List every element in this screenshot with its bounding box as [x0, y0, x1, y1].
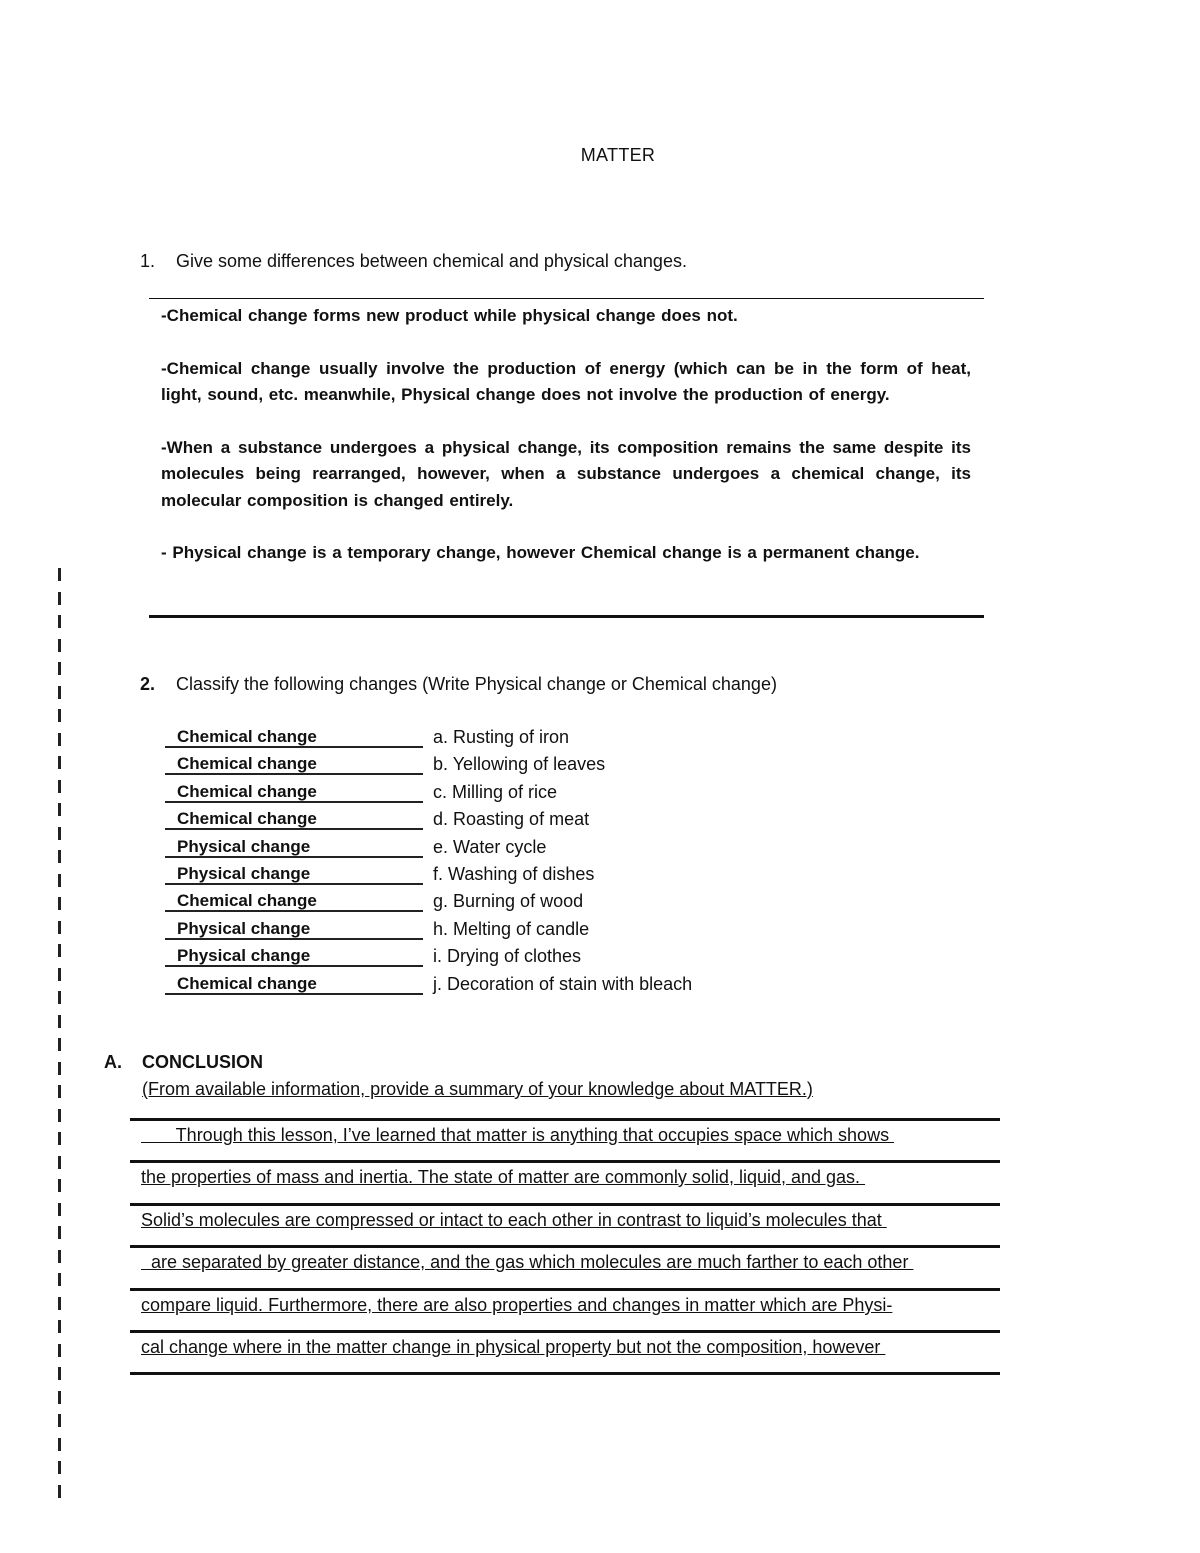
- cut-mark: [58, 686, 61, 699]
- cut-mark: [58, 874, 61, 887]
- conclusion-title: CONCLUSION: [142, 1052, 263, 1072]
- answer-top-rule: [149, 298, 984, 299]
- page-title: MATTER: [580, 145, 656, 165]
- cut-mark: [58, 1461, 61, 1474]
- cut-mark: [58, 639, 61, 652]
- conclusion-line: Through this lesson, I’ve learned that matter is anything that occupies space which shows: [141, 1125, 895, 1145]
- cut-mark: [58, 1109, 61, 1122]
- cut-mark: [58, 1179, 61, 1192]
- cut-mark: [58, 592, 61, 605]
- writing-rule: [130, 1203, 1000, 1206]
- classification-answer: Chemical change: [165, 972, 423, 995]
- classification-item: a. Rusting of iron: [433, 727, 570, 747]
- conclusion-line: compare liquid. Furthermore, there are also properties and changes in matter which are Physi-: [141, 1295, 893, 1315]
- cut-mark: [58, 1438, 61, 1451]
- question-2: [140, 674, 777, 695]
- writing-rule: [130, 1245, 1000, 1248]
- cut-mark: [58, 1062, 61, 1075]
- cut-mark: [58, 1367, 61, 1380]
- cut-mark: [58, 827, 61, 840]
- conclusion-line: the properties of mass and inertia. The state of matter are commonly solid, liquid, and gas.: [141, 1167, 866, 1187]
- cut-mark: [58, 850, 61, 863]
- cut-mark: [58, 568, 61, 581]
- conclusion-instruction: (From available information, provide a summary of your knowledge about MATTER.): [142, 1079, 813, 1099]
- cut-mark: [58, 1414, 61, 1427]
- answer-paragraph: -Chemical change usually involve the production of energy (which can be in the form of heat, light, sound, etc. meanwhile, Physical change does not involve the production of energy.: [161, 358, 971, 404]
- classification-item: d. Roasting of meat: [433, 809, 590, 830]
- cut-mark: [58, 1156, 61, 1169]
- classification-answer: Chemical change: [165, 725, 423, 748]
- classification-answer: Physical change: [165, 944, 423, 967]
- classification-answer: Physical change: [165, 917, 423, 940]
- cut-mark: [58, 1297, 61, 1310]
- cut-mark: [58, 1132, 61, 1145]
- conclusion-heading: [104, 1052, 263, 1073]
- cut-mark: [58, 756, 61, 769]
- question-1-answer: [161, 303, 971, 593]
- classification-item: b. Yellowing of leaves: [433, 754, 606, 775]
- cut-mark: [58, 1485, 61, 1498]
- classification-answer: Chemical change: [165, 807, 423, 830]
- conclusion-letter: A.: [104, 1052, 122, 1072]
- question-1-prompt: Give some differences between chemical and physical changes.: [176, 251, 687, 271]
- classification-item: i. Drying of clothes: [433, 946, 582, 967]
- answer-paragraph: -Chemical change forms new product while physical change does not.: [161, 306, 738, 325]
- writing-rule: [130, 1330, 1000, 1333]
- question-2-prompt: Classify the following changes (Write Physical change or Chemical change): [176, 674, 777, 694]
- cut-mark: [58, 1038, 61, 1051]
- cut-mark: [58, 780, 61, 793]
- cut-mark: [58, 803, 61, 816]
- cut-mark: [58, 921, 61, 934]
- cut-mark: [58, 897, 61, 910]
- conclusion-line: Solid’s molecules are compressed or intact to each other in contrast to liquid’s molecules that: [141, 1210, 887, 1230]
- cut-mark: [58, 1085, 61, 1098]
- classification-answer: Chemical change: [165, 752, 423, 775]
- cut-mark: [58, 662, 61, 675]
- classification-item: c. Milling of rice: [433, 781, 558, 802]
- cut-mark: [58, 1344, 61, 1357]
- classification-item: j. Decoration of stain with bleach: [433, 973, 693, 994]
- classification-answer: Physical change: [165, 862, 423, 885]
- cut-mark: [58, 1273, 61, 1286]
- writing-rule: [130, 1160, 1000, 1163]
- question-1: [140, 251, 687, 272]
- margin-cut-marks: [58, 568, 61, 1508]
- cut-mark: [58, 1015, 61, 1028]
- question-2-number: 2.: [140, 674, 156, 694]
- classification-answer: Physical change: [165, 835, 423, 858]
- cut-mark: [58, 968, 61, 981]
- cut-mark: [58, 1250, 61, 1263]
- answer-bottom-rule: [149, 615, 984, 618]
- cut-mark: [58, 1226, 61, 1239]
- answer-paragraph: - Physical change is a temporary change, however Chemical change is a permanent change.: [161, 543, 920, 562]
- conclusion-line: are separated by greater distance, and the gas which molecules are much farther to each other: [141, 1252, 914, 1272]
- cut-mark: [58, 944, 61, 957]
- cut-mark: [58, 1320, 61, 1333]
- classification-answer: Chemical change: [165, 780, 423, 803]
- classification-item: e. Water cycle: [433, 836, 547, 857]
- classification-answer: Chemical change: [165, 889, 423, 912]
- classification-item: g. Burning of wood: [433, 891, 584, 912]
- answer-paragraph: -When a substance undergoes a physical change, its composition remains the same despite its molecules being rearranged, however, when a substance undergoes a chemical change, its molecular composition is changed entirely.: [161, 437, 971, 510]
- question-1-number: 1.: [140, 251, 156, 271]
- writing-rule: [130, 1118, 1000, 1121]
- cut-mark: [58, 991, 61, 1004]
- classification-item: f. Washing of dishes: [433, 863, 595, 884]
- cut-mark: [58, 615, 61, 628]
- conclusion-line: cal change where in the matter change in physical property but not the composition, however: [141, 1337, 886, 1357]
- writing-rule: [130, 1372, 1000, 1375]
- cut-mark: [58, 709, 61, 722]
- cut-mark: [58, 733, 61, 746]
- cut-mark: [58, 1391, 61, 1404]
- writing-rule: [130, 1288, 1000, 1291]
- cut-mark: [58, 1203, 61, 1216]
- classification-item: h. Melting of candle: [433, 918, 590, 939]
